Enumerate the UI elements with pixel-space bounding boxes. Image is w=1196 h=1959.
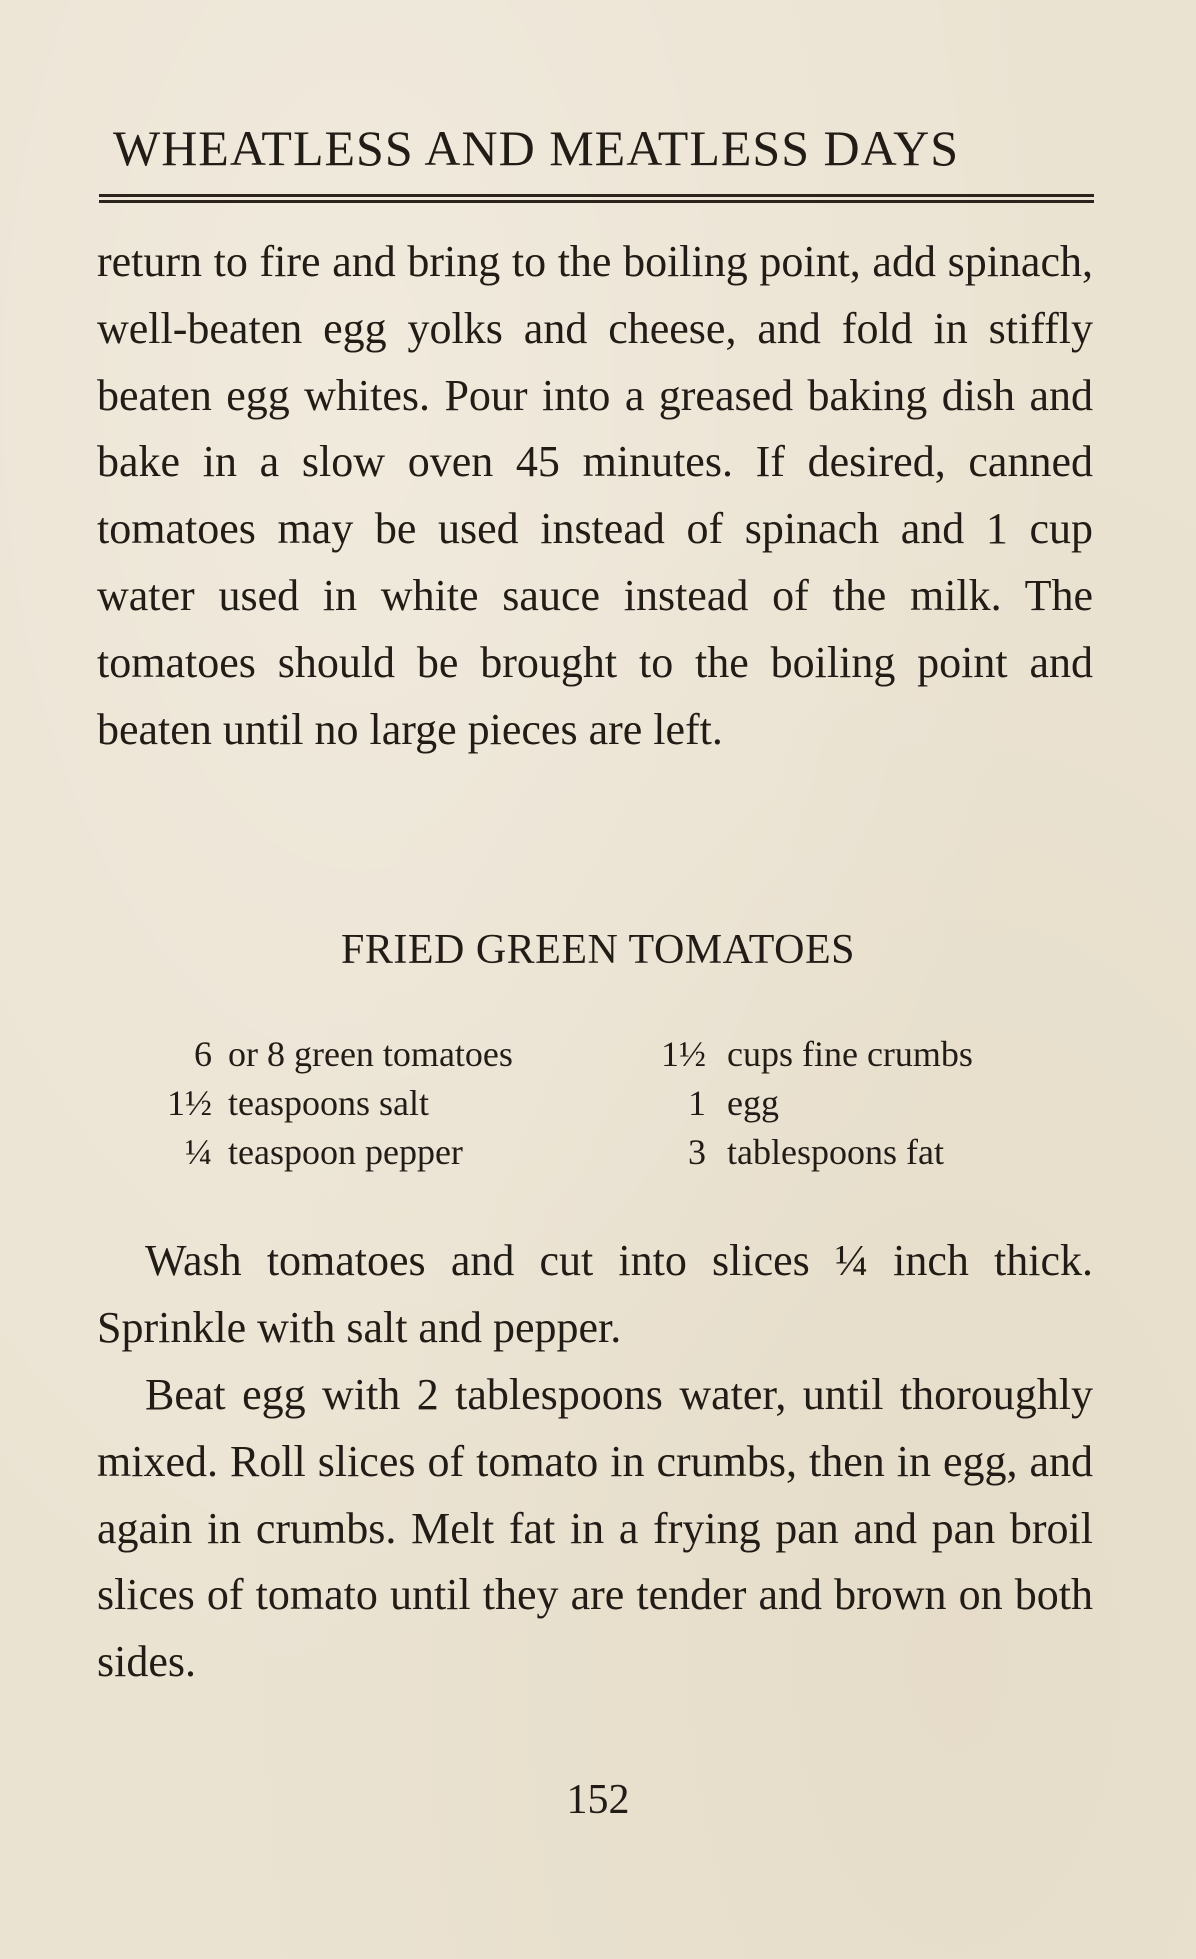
ingredient-item: teaspoons salt <box>228 1083 429 1123</box>
recipe-title: FRIED GREEN TOMATOES <box>340 927 856 973</box>
ingredient-quantity: 1½ <box>167 1083 212 1123</box>
recipe-step-paragraph: Beat egg with 2 tablespoons water, until thoroughly mixed. Roll slices of tomato in crumbs, then in egg, and again in crumbs. Melt fat in a frying pan and pan broil slices of tomato until they are tender and brown on both sides. <box>97 1370 1093 1687</box>
ingredient-item: teaspoon pepper <box>228 1132 463 1172</box>
ingredient-row <box>0 1030 1196 1079</box>
header-double-rule <box>99 194 1094 203</box>
continuation-paragraph: return to fire and bring to the boiling point, add spinach, well-beaten egg yolks and cheese, and fold in stiffly beaten egg whites. Pour into a greased baking dish and bake in a slow oven 45 minutes. If desired, canned tomatoes may be used instead of spinach and 1 cup water used in white sauce instead of the milk. The tomatoes should be brought to the boiling point and beaten until no large pieces are left. <box>97 237 1093 754</box>
recipe-step-paragraph: Wash tomatoes and cut into slices ¼ inch thick. Sprinkle with salt and pepper. <box>97 1236 1093 1352</box>
ingredient-row <box>0 1128 1196 1177</box>
ingredient-item: cups fine crumbs <box>727 1034 973 1074</box>
ingredient-item: tablespoons fat <box>727 1132 944 1172</box>
ingredient-quantity: 1 <box>688 1083 706 1123</box>
ingredient-quantity: 6 <box>194 1034 212 1074</box>
page-number: 152 <box>566 1777 630 1823</box>
ingredient-item: or 8 green tomatoes <box>228 1034 513 1074</box>
ingredient-row <box>0 1079 1196 1128</box>
running-head: WHEATLESS AND MEATLESS DAYS <box>113 120 960 176</box>
ingredient-quantity: 3 <box>688 1132 706 1172</box>
ingredient-quantity: ¼ <box>185 1132 212 1172</box>
ingredient-quantity: 1½ <box>661 1034 706 1074</box>
ingredient-item: egg <box>727 1083 779 1123</box>
